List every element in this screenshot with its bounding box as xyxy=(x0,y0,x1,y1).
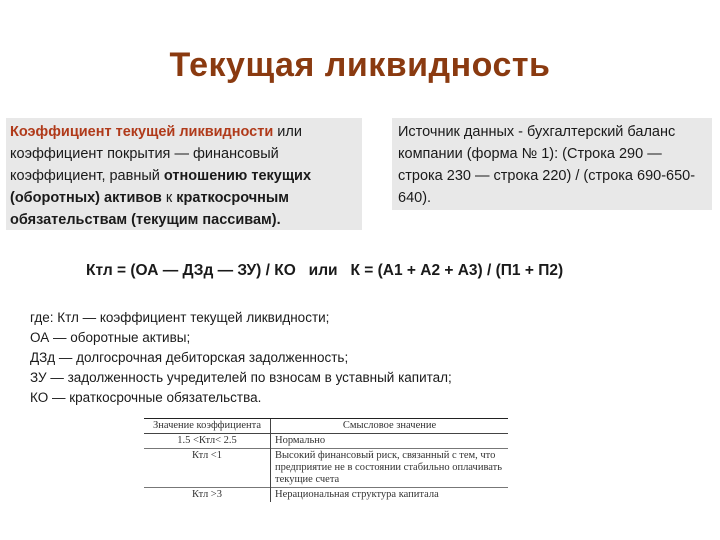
definition-line: ОА — оборотные активы; xyxy=(30,330,191,345)
table-row xyxy=(144,488,508,503)
ratio-table xyxy=(144,418,508,523)
definition-text-2: к xyxy=(161,190,177,206)
definition-bold-1: отношению текущих (оборотных) активов xyxy=(10,168,312,206)
table-row xyxy=(144,449,508,488)
table-cell: Высокий финансовый риск, связанный с тем, что предприятие не в состоянии стабильно оплачивать текущие счета xyxy=(271,449,509,488)
term-highlight: Коэффициент текущей ликвидности xyxy=(10,124,274,140)
definition-line: КО — краткосрочные обязательства. xyxy=(30,390,262,405)
definition-bold-2: краткосрочным обязательствам xyxy=(10,190,289,228)
table-header: Смысловое значение xyxy=(271,419,509,434)
data-source-text: Источник данных - бухгалтерский баланс компании (форма № 1): (Строка 290 — строка 230 — строка 220) / (строка 690-650-640). xyxy=(398,124,696,206)
table-row xyxy=(144,434,508,449)
table-cell: Ктл >3 xyxy=(144,488,271,503)
definition-line: ЗУ — задолженность учредителей по взносам в уставный капитал; xyxy=(30,370,452,385)
definition-text-3: (текущим пассивам). xyxy=(127,212,281,228)
table-cell: Нормально xyxy=(271,434,509,449)
table-cell: Нерациональная структура капитала xyxy=(271,488,509,503)
definition-line: где: Ктл — коэффициент текущей ликвидности; xyxy=(30,310,330,325)
slide-title: Текущая ликвидность xyxy=(169,46,551,84)
table-cell: 1.5 <Ктл< 2.5 xyxy=(144,434,271,449)
data-source-box xyxy=(392,118,712,210)
table-cell: Ктл <1 xyxy=(144,449,271,488)
definition-line: ДЗд — долгосрочная дебиторская задолженность; xyxy=(30,350,349,365)
definitions-list xyxy=(30,308,452,408)
definition-box xyxy=(6,118,362,230)
table-header: Значение коэффициента xyxy=(144,419,271,434)
definition-text: или коэффициент покрытия — финансовый коэффициент, равный xyxy=(10,124,302,184)
formula: Ктл = (ОА — ДЗд — ЗУ) / КО или К = (А1 + А2 + А3) / (П1 + П2) xyxy=(86,262,564,279)
